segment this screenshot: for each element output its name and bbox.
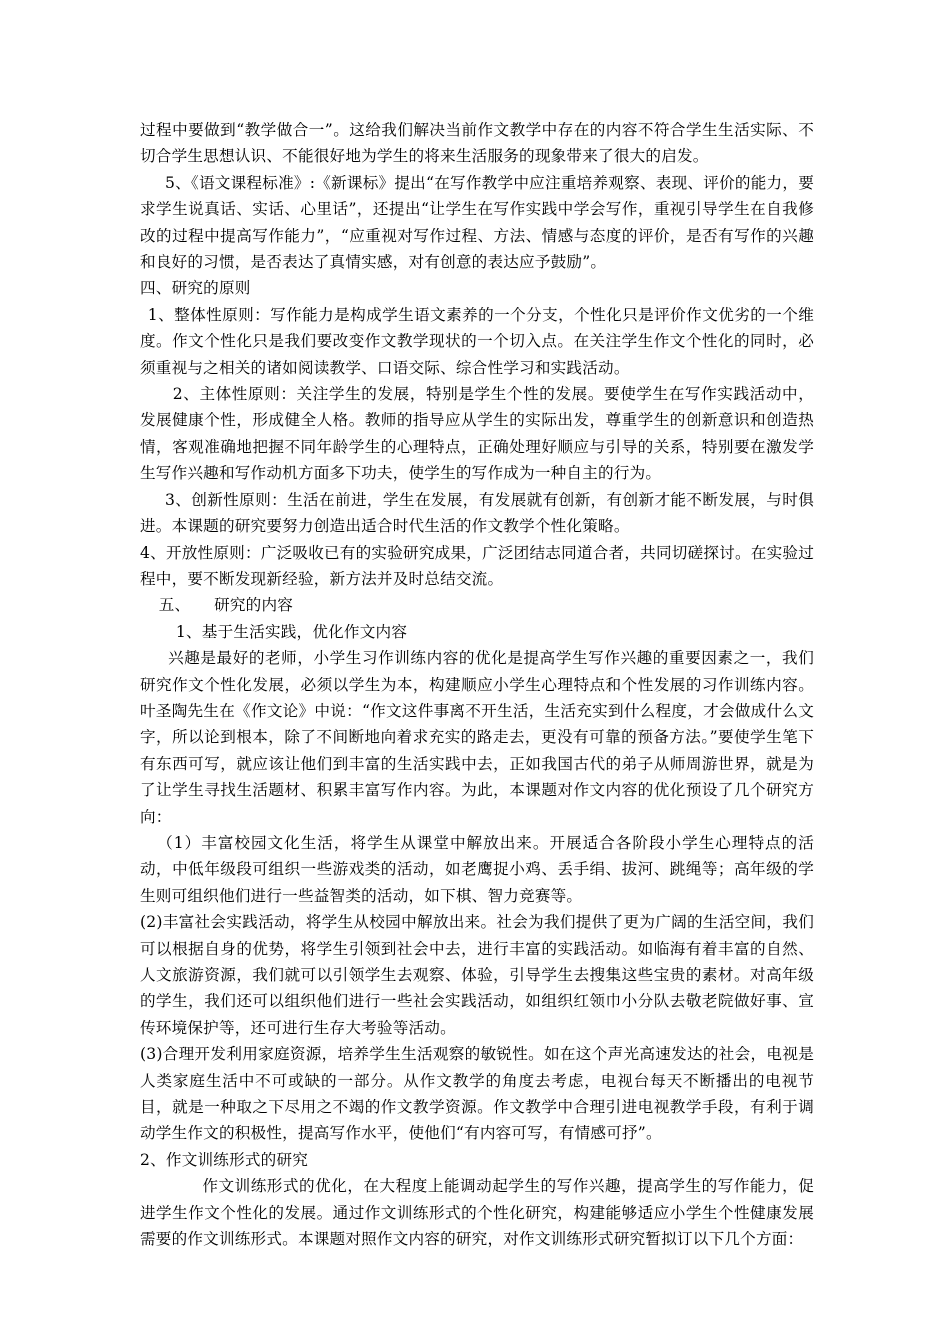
paragraph: 2、作文训练形式的研究	[140, 1150, 309, 1169]
paragraph: 1、基于生活实践，优化作文内容	[175, 622, 408, 641]
paragraph: 2、主体性原则：关注学生的发展，特别是学生个性的发展。要使学生在写作实践活动中，发展健康个性，形成健全人格。教师的指导应从学生的实际出发，尊重学生的创新意识和创造热情，客观准确地把握不同年龄学生的心理特点，正确处理好顺应与引导的关系，特别要在激发学生写作兴趣和写作动机方面多下功夫，使学生的写作成为一种自主的行为。	[140, 385, 814, 483]
paragraph: 五、 研究的内容	[158, 596, 294, 615]
paragraph: 作文训练形式的优化，在大程度上能调动起学生的写作兴趣，提高学生的写作能力，促进学生作文个性化的发展。通过作文训练形式的个性化研究，构建能够适应小学生个性健康发展需要的作文训练形式。本课题对照作文内容的研究，对作文训练形式研究暂拟订以下几个方面：	[140, 1177, 814, 1249]
paragraph: 3、创新性原则：生活在前进，学生在发展，有发展就有创新，有创新才能不断发展，与时俱进。本课题的研究要努力创造出适合时代生活的作文教学个性化策略。	[140, 490, 814, 536]
paragraph: 过程中要做到“教学做合一”。这给我们解决当前作文教学中存在的内容不符合学生生活实际、不切合学生思想认识、不能很好地为学生的将来生活服务的现象带来了很大的启发。	[140, 121, 814, 166]
paragraph: 5、《语文课程标准》:《新课标》提出“在写作教学中应注重培养观察、表现、评价的能力，要求学生说真话、实话、心里话”，还提出“让学生在写作实践中学会写作，重视引导学生在自我修改的过程中提高写作能力”，“应重视对写作过程、方法、情感与态度的评价，是否有写作的兴趣和良好的习惯，是否表达了真情实感，对有创意的表达应予鼓励”。	[140, 173, 814, 272]
paragraph: （1）丰富校园文化生活，将学生从课堂中解放出来。开展适合各阶段小学生心理特点的活动，中低年级段可组织一些游戏类的活动，如老鹰捉小鸡、丢手绢、拔河、跳绳等；高年级的学生则可组织他们进行一些益智类的活动，如下棋、智力竞赛等。	[140, 833, 814, 905]
paragraph: 四、研究的原则	[140, 279, 251, 298]
paragraph: 兴趣是最好的老师，小学生习作训练内容的优化是提高学生写作兴趣的重要因素之一，我们研究作文个性化发展，必须以学生为本，构建顺应小学生心理特点和个性发展的习作训练内容。叶圣陶先生在《作文论》中说：“作文这件事离不开生活，生活充实到什么程度，才会做成什么文字，所以论到根本，除了不间断地向着求充实的路走去，更没有可靠的预备方法。”要使学生笔下有东西可写，就应该让他们到丰富的生活实践中去，正如我国古代的弟子从师周游世界，就是为了让学生寻找生活题材、积累丰富写作内容。为此，本课题对作文内容的优化预设了几个研究方向：	[140, 649, 814, 826]
document-page	[140, 117, 814, 1252]
paragraph: 1、整体性原则：写作能力是构成学生语文素养的一个分支，个性化只是评价作文优劣的一个维度。作文个性化只是我们要改变作文教学现状的一个切入点。在关注学生作文个性化的同时，必须重视与之相关的诸如阅读教学、口语交际、综合性学习和实践活动。	[140, 305, 814, 377]
paragraph: 4、开放性原则：广泛吸收已有的实验研究成果，广泛团结志同道合者，共同切磋探讨。在实验过程中，要不断发现新经验，新方法并及时总结交流。	[140, 543, 814, 588]
paragraph: (3)合理开发利用家庭资源，培养学生生活观察的敏锐性。如在这个声光高速发达的社会，电视是人类家庭生活中不可或缺的一部分。从作文教学的角度去考虑，电视台每天不断播出的电视节目，就是一种取之下尽用之不竭的作文教学资源。作文教学中合理引进电视教学手段，有利于调动学生作文的积极性，提高写作水平，使他们“有内容可写，有情感可抒”。	[140, 1045, 814, 1143]
paragraph: (2)丰富社会实践活动，将学生从校园中解放出来。社会为我们提供了更为广阔的生活空间，我们可以根据自身的优势，将学生引领到社会中去，进行丰富的实践活动。如临海有着丰富的自然、人文旅游资源，我们就可以引领学生去观察、体验，引导学生去搜集这些宝贵的素材。对高年级的学生，我们还可以组织他们进行一些社会实践活动，如组织红领巾小分队去敬老院做好事、宣传环境保护等，还可进行生存大考验等活动。	[140, 913, 814, 1037]
